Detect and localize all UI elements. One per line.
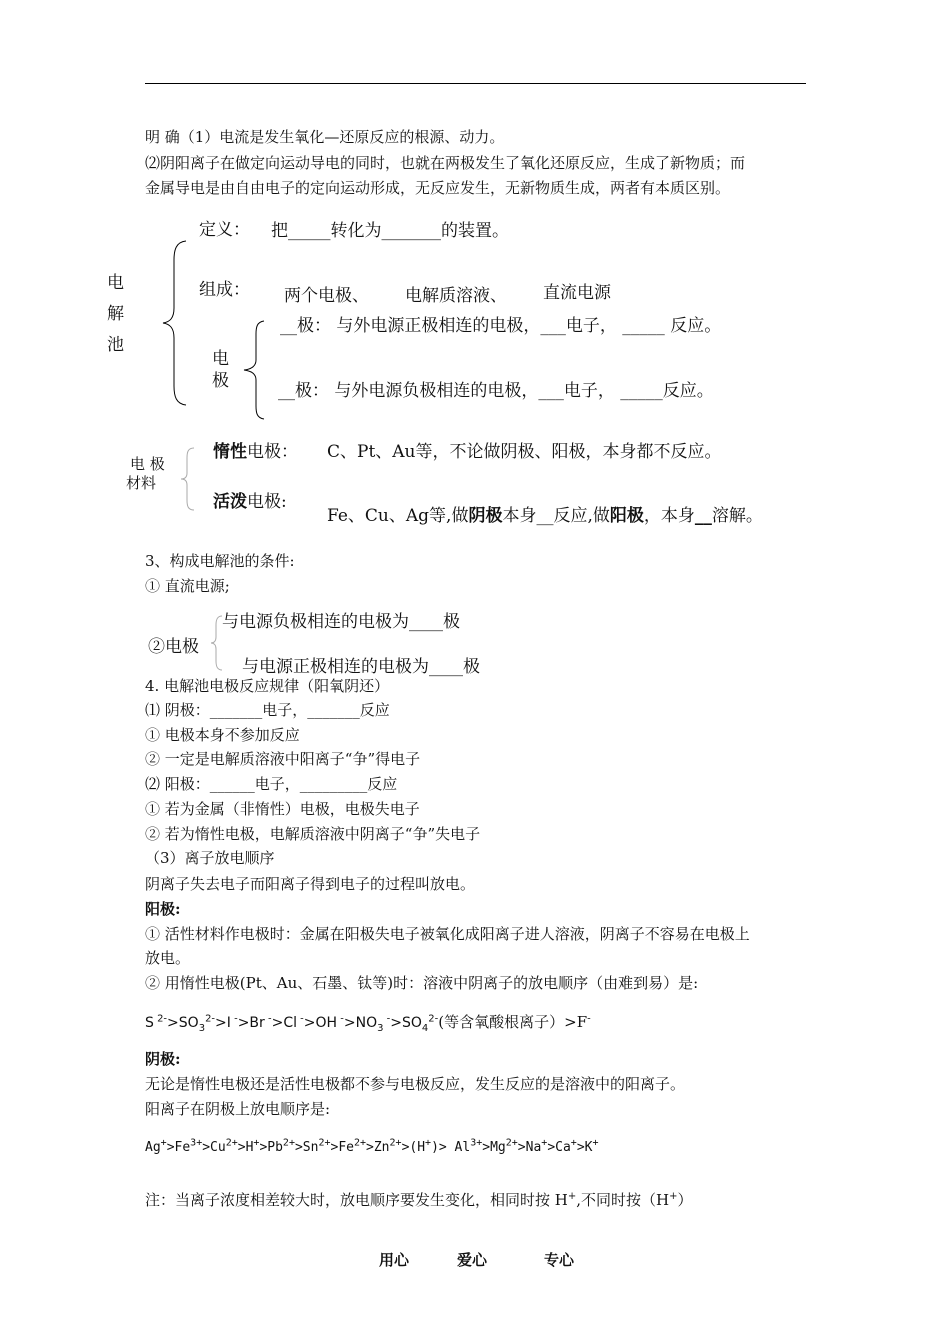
inert-text: C、Pt、Au等，不论做阴极、阳极，本身都不反应。 [327, 442, 722, 462]
anode-heading: 阳极: [145, 900, 181, 918]
material-title-1: 电 极 [130, 455, 165, 473]
cell-title-char-1: 电 [107, 273, 124, 293]
active-electrode-label [213, 491, 287, 513]
conditions-item-2-label: ②电极 [148, 637, 199, 657]
conditions-item-2a: 与电源负极相连的电极为____极 [222, 612, 460, 632]
footer-item-1: 用心 [379, 1251, 410, 1269]
electrode-char-1: 电 [212, 349, 229, 369]
active-bold: 活泼 [213, 492, 247, 512]
anion-order-formula: S $^{2-}>SO_3^{2-}>I$ ->Br ->Cl ->OH $^->NO_3$ $^->SO_4^{2-}$(等含氧酸根离子）>F- [145, 1013, 591, 1034]
definition-text: 把_____转化为_______的装置。 [271, 221, 509, 241]
rules-order-heading: （3）离子放电顺序 [145, 849, 275, 867]
rules-anode-2: ② 若为惰性电极，电解质溶液中阴离子“争”失电子 [145, 825, 481, 843]
composition-item-1: 两个电极、 [284, 286, 369, 306]
electrode-char-2: 极 [212, 371, 229, 391]
rules-cathode-2: ② 一定是电解质溶液中阳离子“争”得电子 [145, 750, 421, 768]
conditions-item-2b: 与电源正极相连的电极为____极 [242, 657, 480, 677]
cathode-note: 注：当离子浓度相差较大时，放电顺序要发生变化，相同时按 H+,不同时按（H+） [145, 1191, 693, 1209]
formula-note: (等含氧酸根离子）>F [438, 1013, 588, 1031]
note-part-3: ） [677, 1191, 693, 1209]
active-anode: 阳极 [609, 506, 644, 526]
inert-bold: 惰性 [213, 442, 247, 462]
intro-line-2: ⑵阴阳离子在做定向运动导电的同时，也就在两极发生了氧化还原反应，生成了新物质；而 [145, 154, 746, 172]
active-text-3: ，本身 [643, 506, 695, 526]
paren-h: (H [409, 1140, 426, 1155]
composition-label: 组成： [199, 280, 250, 300]
material-brace [178, 446, 198, 512]
conditions-heading: 3、构成电解池的条件: [145, 552, 295, 570]
active-text [327, 505, 763, 527]
cation-order-formula: $Ag^+>Fe^{3+}>Cu^{2+}>H^+>Pb^{2+}>Sn^{2+}>Fe^{2+}>Zn^{2+}>(H^+)> Al^{3+}>Mg^{2+}>Na^+>Ca^+>K^+$ [145, 1137, 599, 1155]
cell-title-char-2: 解 [107, 304, 124, 324]
inert-label: 电极： [247, 442, 298, 462]
active-label: 电极: [247, 492, 287, 512]
cathode-p1: 无论是惰性电极还是活性电极都不参与电极反应，发生反应的是溶液中的阳离子。 [145, 1075, 686, 1093]
electrode-brace [240, 318, 268, 422]
cathode-line: __极： 与外电源负极相连的电极，___电子， _____反应。 [278, 381, 714, 401]
note-part-2: ,不同时按（H [576, 1191, 670, 1209]
anode-p2: ② 用惰性电极(Pt、Au、石墨、钛等)时：溶液中阴离子的放电顺序（由难到易）是: [145, 974, 699, 992]
footer-item-2: 爱心 [457, 1251, 488, 1269]
header-rule [145, 83, 806, 84]
cell-brace [160, 238, 190, 408]
rules-cathode: ⑴ 阴极：_______电子，_______反应 [145, 701, 390, 719]
footer-item-3: 专心 [544, 1251, 575, 1269]
active-text-1: Fe、Cu、Ag等,做 [327, 506, 469, 526]
active-cathode: 阴极 [468, 506, 503, 526]
composition-item-2: 电解质溶液、 [405, 286, 507, 306]
material-title-2: 材料 [126, 474, 157, 492]
active-blank: __ [694, 506, 712, 526]
rules-heading: 4. 电解池电极反应规律（阳氧阴还） [145, 677, 390, 695]
anode-p1-line2: 放电。 [145, 949, 191, 967]
composition-item-3: 直流电源 [543, 283, 611, 303]
intro-line-1: 明 确（1）电流是发生氧化—还原反应的根源、动力。 [145, 128, 505, 146]
rules-discharge-def: 阴离子失去电子而阳离子得到电子的过程叫放电。 [145, 875, 476, 893]
anode-line: __极： 与外电源正极相连的电极，___电子， _____ 反应。 [280, 316, 722, 336]
anode-p1-line1: ① 活性材料作电极时：金属在阳极失电子被氧化成阳离子进人溶液，阴离子不容易在电极上 [145, 925, 750, 943]
definition-label: 定义： [199, 220, 250, 240]
active-text-4: 溶解。 [711, 506, 763, 526]
cell-title-char-3: 池 [107, 335, 124, 355]
rules-anode-1: ① 若为金属（非惰性）电极，电极失电子 [145, 800, 420, 818]
rules-anode: ⑵ 阳极：______电子，_________反应 [145, 775, 398, 793]
active-text-2: 本身__反应,做 [502, 506, 610, 526]
rules-cathode-1: ① 电极本身不参加反应 [145, 726, 300, 744]
note-part-1: 注：当离子浓度相差较大时，放电顺序要发生变化，相同时按 H [145, 1191, 568, 1209]
cathode-p2: 阳离子在阴极上放电顺序是: [145, 1100, 331, 1118]
intro-line-3: 金属导电是由自由电子的定向运动形成，无反应发生，无新物质生成，两者有本质区别。 [145, 179, 731, 197]
inert-electrode-label [213, 441, 298, 463]
cathode-heading: 阴极: [145, 1050, 181, 1068]
conditions-item-1: ① 直流电源; [145, 577, 230, 595]
